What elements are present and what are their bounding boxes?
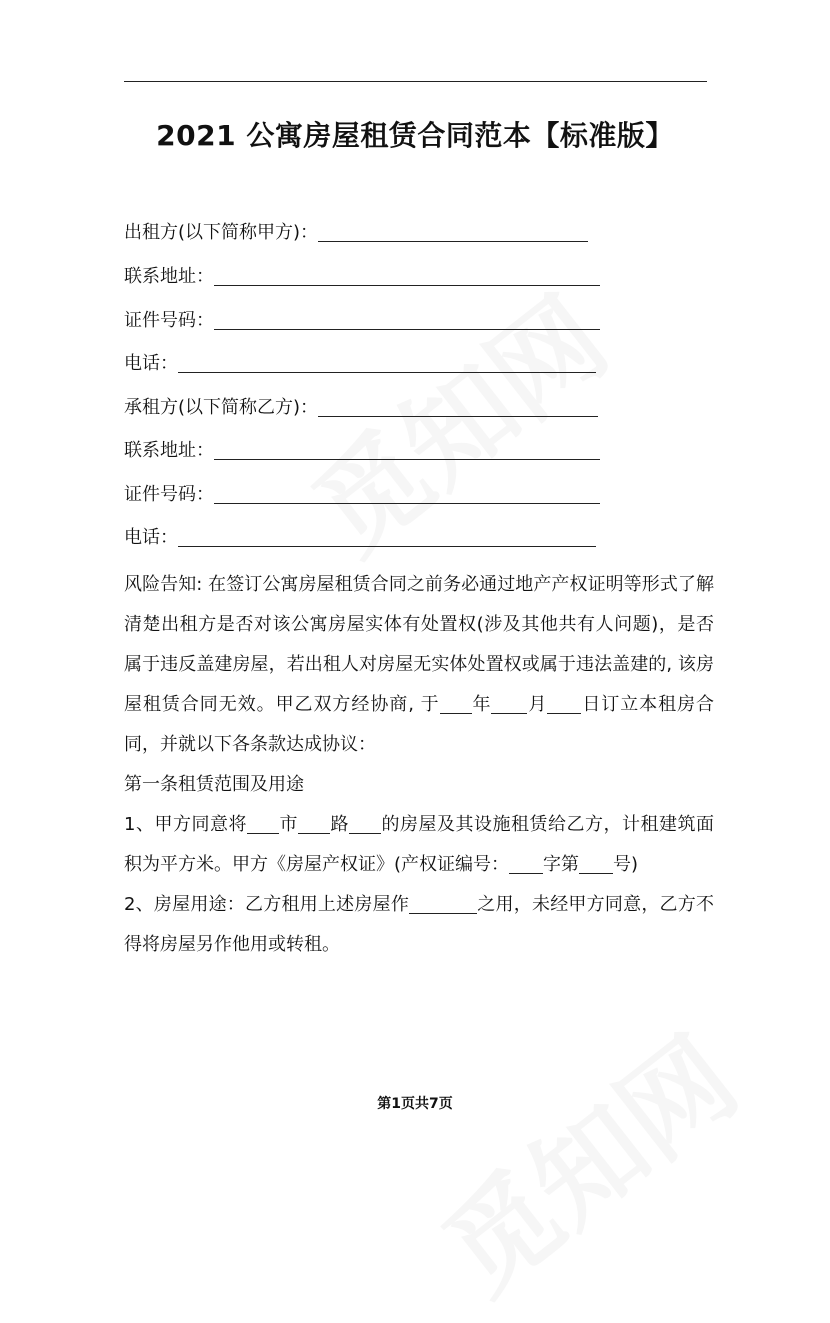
risk-notice-text: 风险告知: 在签订公寓房屋租赁合同之前务必通过地产产权证明等形式了解清楚出租方是否对该公寓房屋实体有处置权(涉及其他共有人问题)，是否属于违反盖建房屋，若出租人对房屋无实体处置权或属于违法盖建的, 该房屋租赁合同无效。甲乙双方经协商, 于 [124,574,714,715]
fill-blank[interactable] [214,309,600,330]
section-heading: 第一条租赁范围及用途 [124,774,304,795]
field-lessor-id [124,306,600,336]
clause-text: 2、房屋用途：乙方租用上述房屋作 [124,894,410,915]
clause-1 [124,805,714,885]
field-label: 证件号码： [124,310,214,331]
fill-blank[interactable] [214,265,600,286]
field-label: 证件号码： [124,484,214,505]
clause-text: 的房屋及其设施租赁给乙方，计租建筑面积为平方米。甲方《房屋产权证》(产权证编号： [124,814,715,875]
field-lessee-address [124,436,600,466]
field-lessor-phone [124,349,596,379]
fill-blank[interactable] [318,396,598,417]
clause-2 [124,885,714,965]
day-label: 日订立本租房合同，并就以下各条款达成协议： [124,694,715,755]
cert-prefix-blank[interactable] [509,853,543,874]
clause-text: 之用，未经甲方同意，乙方不得将房屋另作他用或转租。 [124,894,715,955]
day-blank[interactable] [547,693,581,714]
clause-text: 路 [329,814,349,835]
field-lessee [124,393,598,423]
watermark [406,995,763,1323]
field-lessee-phone [124,523,596,553]
clause-text: 号) [613,854,639,875]
year-blank[interactable] [440,693,472,714]
header-rule [124,81,707,82]
clause-text: 1、甲方同意将 [124,814,247,835]
fill-blank[interactable] [214,483,600,504]
field-label: 电话： [124,353,178,374]
field-lessor [124,218,588,248]
month-blank[interactable] [491,693,527,714]
cert-number-blank[interactable] [579,853,613,874]
city-blank[interactable] [247,813,279,834]
clause-text: 市 [278,814,298,835]
document-title: 2021 公寓房屋租赁合同范本【标准版】 [156,119,674,152]
field-label: 承租方(以下简称乙方)： [124,397,319,418]
fill-blank[interactable] [318,221,588,242]
usage-blank[interactable] [409,893,477,914]
field-label: 出租方(以下简称甲方)： [124,222,319,243]
road-blank[interactable] [298,813,330,834]
year-label: 年 [471,694,492,715]
risk-notice-paragraph [124,565,714,765]
fill-blank[interactable] [214,439,600,460]
fill-blank[interactable] [178,352,596,373]
fill-blank[interactable] [178,526,596,547]
field-label: 电话： [124,527,178,548]
field-label: 联系地址： [124,266,214,287]
month-label: 月 [527,694,548,715]
number-blank[interactable] [349,813,381,834]
page-footer: 第1页共7页 [377,1096,453,1112]
clause-text: 字第 [543,854,580,875]
contract-body [124,565,714,965]
field-label: 联系地址： [124,440,214,461]
field-lessor-address [124,262,600,292]
field-lessee-id [124,480,600,510]
